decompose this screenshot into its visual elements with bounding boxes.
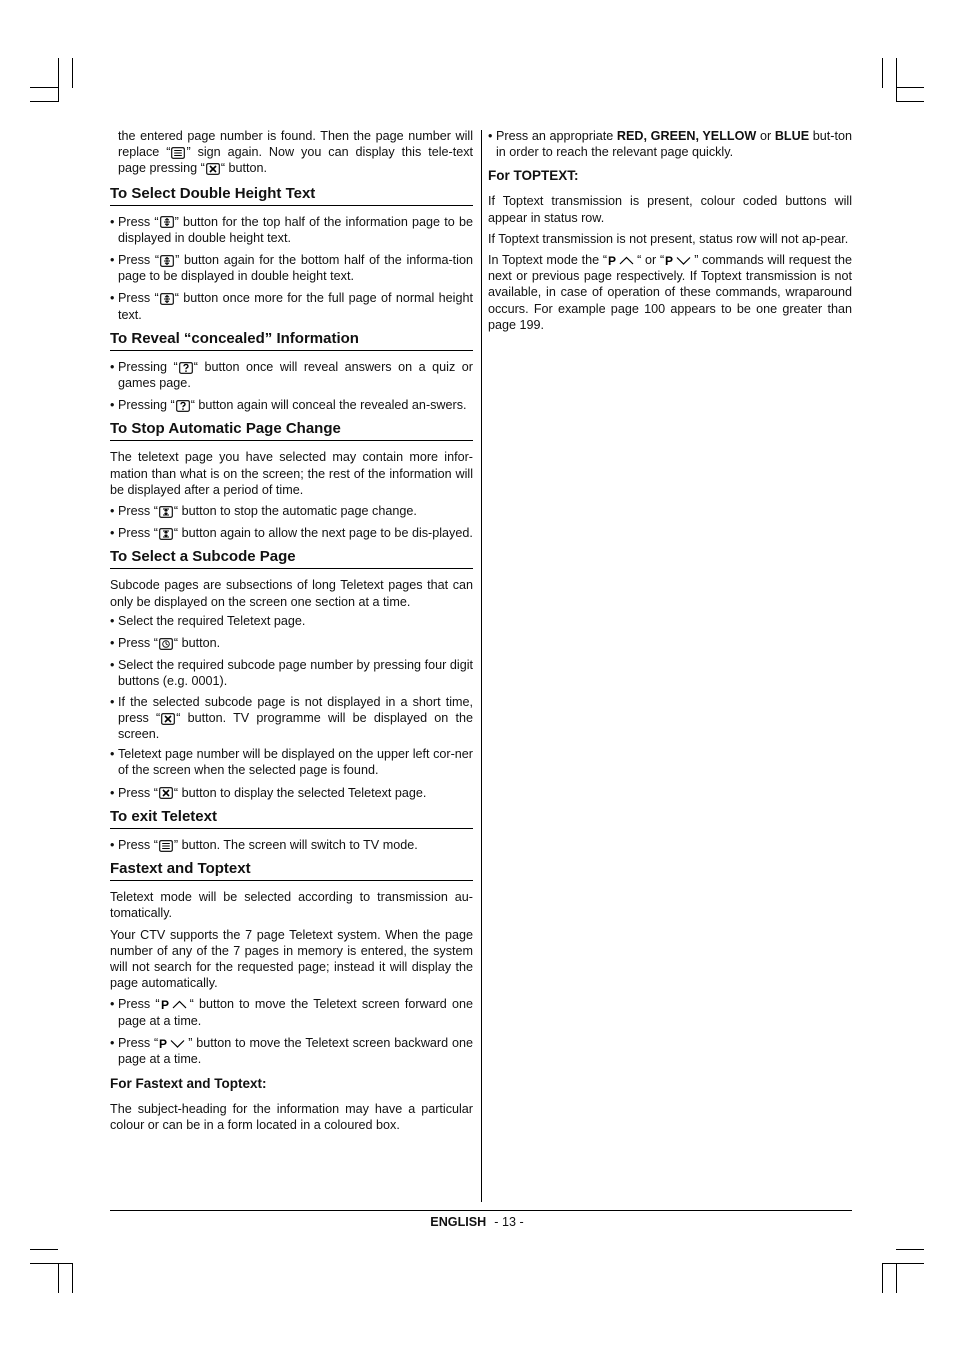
fastext-paragraph-2: Your CTV supports the 7 page Teletext system. When the page number of any of the 7 pages in memory is entered, the system will not search for the requested page; instead it will display the page automatically. <box>110 927 473 991</box>
list-item: • Press an appropriate RED, GREEN, YELLOW or BLUE but-ton in order to reach the relevant page quickly. <box>488 128 852 160</box>
fastext-paragraph-1: Teletext mode will be selected according to transmission au-tomatically. <box>110 890 473 921</box>
crop-mark <box>30 101 58 102</box>
list-item: • Select the required subcode page number by pressing four digit buttons (e.g. 0001). <box>110 657 473 689</box>
subsection-title-toptext: For TOPTEXT: <box>488 168 579 184</box>
double-height-icon <box>160 255 174 267</box>
stop-list <box>110 503 473 541</box>
program-down-icon <box>158 1037 188 1050</box>
crop-mark <box>896 87 924 88</box>
crop-mark <box>896 58 897 102</box>
cancel-icon <box>159 787 173 799</box>
list-item: • Press “ ” button again for the bottom half of the informa-tion page to be displayed in double height text. <box>110 252 473 284</box>
section-title-exit: To exit Teletext <box>110 808 473 829</box>
crop-mark <box>896 1249 924 1250</box>
double-height-list <box>110 214 473 323</box>
subcode-icon <box>159 638 173 650</box>
right-column <box>488 128 852 338</box>
list-item: • If the selected subcode page is not displayed in a short time, press “ “ button. TV programme will be displayed on the screen. <box>110 694 473 743</box>
hold-icon <box>159 506 173 518</box>
list-item: • Press “ ” button. The screen will switch to TV mode. <box>110 837 473 853</box>
footer-rule <box>110 1210 852 1211</box>
list-item: • Select the required Teletext page. <box>110 613 473 629</box>
teletext-icon <box>159 840 173 852</box>
exit-list <box>110 837 473 853</box>
crop-mark <box>30 1249 58 1250</box>
crop-mark <box>58 1263 59 1293</box>
crop-mark <box>30 87 58 88</box>
list-item: • Press “ “ button to stop the automatic page change. <box>110 503 473 519</box>
toptext-paragraph-2: If Toptext transmission is not present, status row will not ap-pear. <box>488 231 849 246</box>
program-up-icon <box>160 998 190 1011</box>
crop-mark <box>72 58 73 88</box>
subcode-paragraph: Subcode pages are subsections of long Teletext pages that can only be displayed on the screen one section at a time. <box>110 578 473 609</box>
section-title-fastext: Fastext and Toptext <box>110 860 473 881</box>
column-divider <box>481 130 482 1202</box>
subcode-list <box>110 613 473 801</box>
list-item: • Press “ “ button again to allow the next page to be dis-played. <box>110 525 473 541</box>
fastext-paragraph-3: The subject-heading for the information may have a particular colour or can be in a form located in a coloured box. <box>110 1102 473 1133</box>
teletext-icon <box>171 147 185 159</box>
svg-text:P: P <box>159 1036 168 1050</box>
stop-paragraph: The teletext page you have selected may contain more infor-mation than what is on the screen; the rest of the information will be displayed after a period of time. <box>110 450 473 497</box>
double-height-icon <box>160 293 174 305</box>
list-item: • Press “ “ button once more for the full page of normal height text. <box>110 290 473 322</box>
color-button-list <box>488 128 852 160</box>
svg-text:P: P <box>608 254 617 268</box>
crop-mark <box>58 58 59 102</box>
crop-mark <box>72 1263 73 1293</box>
reveal-list <box>110 359 473 414</box>
crop-mark <box>882 1263 883 1293</box>
double-height-icon <box>160 216 174 228</box>
svg-text:P: P <box>665 254 674 268</box>
program-up-icon <box>607 254 637 267</box>
svg-text:P: P <box>160 998 169 1012</box>
toptext-paragraph-3: In Toptext mode the “ P “ or “ P ” commands will request the next or previous page respectively. If Toptext transmission is not available, in case of operation of these commands, wraparound occurs. For example page 100 appears to be one greater than page 199. <box>488 253 852 332</box>
subsection-title-fastext-toptext: For Fastext and Toptext: <box>110 1076 267 1092</box>
crop-mark <box>30 1263 72 1264</box>
list-item: • Press “ “ button. <box>110 635 473 651</box>
program-down-icon <box>664 254 694 267</box>
cancel-icon <box>206 163 220 175</box>
section-title-subcode: To Select a Subcode Page <box>110 548 473 569</box>
list-item: • Pressing “ “ button again will conceal the revealed an-swers. <box>110 397 473 413</box>
hold-icon <box>159 528 173 540</box>
cancel-icon <box>161 713 175 725</box>
toptext-paragraph-1: If Toptext transmission is present, colour coded buttons will appear in status row. <box>488 194 852 225</box>
footer-language: ENGLISH <box>430 1215 487 1229</box>
crop-mark <box>882 58 883 88</box>
section-title-reveal: To Reveal “concealed” Information <box>110 330 473 351</box>
page-footer <box>0 1215 954 1229</box>
fastext-list <box>110 996 473 1067</box>
intro-paragraph: the entered page number is found. Then the page number will replace “ ” sign again. Now you can display this tele-text page pressing “ “ button. <box>118 129 473 176</box>
section-title-double-height: To Select Double Height Text <box>110 185 473 206</box>
left-column <box>110 128 473 1139</box>
reveal-icon <box>179 362 193 374</box>
list-item: • Press “ ” button for the top half of the information page to be displayed in double height text. <box>110 214 473 246</box>
crop-mark <box>896 1263 897 1293</box>
list-item: • Press “ P “ button to move the Teletext screen forward one page at a time. <box>110 996 473 1028</box>
list-item: • Teletext page number will be displayed on the upper left cor-ner of the screen when the selected page is found. <box>110 746 473 778</box>
crop-mark <box>896 101 924 102</box>
section-title-stop: To Stop Automatic Page Change <box>110 420 473 441</box>
crop-mark <box>882 1263 924 1264</box>
list-item: • Pressing “ “ button once will reveal answers on a quiz or games page. <box>110 359 473 391</box>
list-item: • Press “ P ” button to move the Teletext screen backward one page at a time. <box>110 1035 473 1067</box>
page-number: - 13 - <box>494 1215 524 1229</box>
reveal-icon <box>176 400 190 412</box>
list-item: • Press “ “ button to display the selected Teletext page. <box>110 785 473 801</box>
